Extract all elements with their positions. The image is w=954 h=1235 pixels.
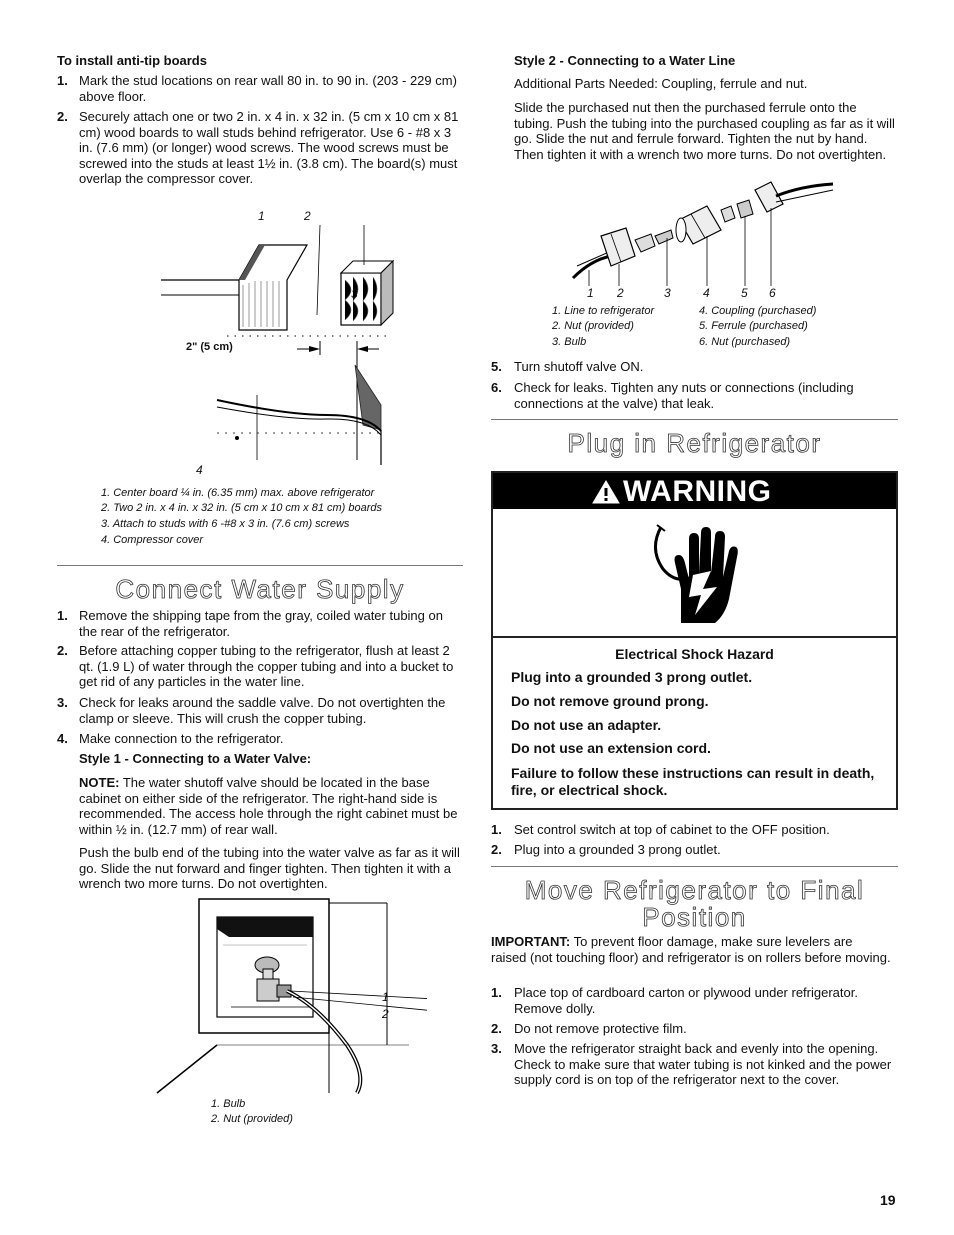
fig3-callout-2: 2 [617, 286, 624, 300]
fig3-caption-1: 1. Line to refrigerator [552, 305, 655, 317]
fig3-caption-6: 6. Nut (purchased) [699, 336, 791, 348]
fig2-callout-2: 2 [382, 1007, 389, 1021]
warning-line-1: Plug into a grounded 3 prong outlet. [511, 669, 753, 685]
electric-shock-icon [651, 519, 741, 629]
fig1-callout-4: 4 [196, 463, 203, 477]
fig1-callout-1: 1 [258, 209, 265, 223]
line-step-6: 6. Check for leaks. Tighten any nuts or connections (including connections at the valve) that leak. [491, 380, 854, 411]
shock-icon-area [493, 509, 896, 638]
antitip-step-1: 1. Mark the stud locations on rear wall 80 in. to 90 in. (203 - 229 cm) above floor. [57, 73, 457, 104]
line-step-5: 5. Turn shutoff valve ON. [491, 359, 644, 374]
additional-parts: Additional Parts Needed: Coupling, ferrule and nut. [514, 76, 808, 91]
warning-hazard-title: Electrical Shock Hazard [615, 646, 774, 662]
plug-in-heading: Plug in Refrigerator [567, 428, 822, 458]
warning-line-3: Do not use an adapter. [511, 717, 662, 733]
fig1-caption-3: 3. Attach to studs with 6 -#8 x 3 in. (7.6 cm) screws [101, 518, 350, 530]
style2-title: Style 2 - Connecting to a Water Line [514, 53, 736, 68]
important-paragraph: IMPORTANT: To prevent floor damage, make sure levelers are raised (not touching floor) and refrigerator is on rollers before moving. [491, 934, 891, 965]
warning-banner [493, 473, 896, 509]
connect-step-2: 2. Before attaching copper tubing to the refrigerator, flush at least 2 qt. (1.9 L) of water through the copper tubing and into a bucket to get rid of any particles in the water line. [57, 643, 454, 689]
move-step-1: 1. Place top of cardboard carton or plywood under refrigerator. Remove dolly. [491, 985, 858, 1016]
fig3-caption-3: 3. Bulb [552, 336, 587, 348]
connect-water-heading: Connect Water Supply [115, 574, 405, 604]
plug-step-2: 2. Plug into a grounded 3 prong outlet. [491, 842, 721, 857]
water-line-diagram [571, 178, 841, 288]
plug-step-1: 1. Set control switch at top of cabinet to the OFF position. [491, 822, 830, 837]
fig3-callout-5: 5 [741, 286, 748, 300]
fig2-callout-1: 1 [382, 990, 389, 1004]
fig3-callout-1: 1 [587, 286, 594, 300]
divider [491, 866, 898, 867]
fig3-callout-3: 3 [664, 286, 671, 300]
connect-step-4: 4. Make connection to the refrigerator. [57, 731, 284, 746]
note-paragraph: NOTE: The water shutoff valve should be located in the base cabinet on either side of the refrigerator. The right-hand side is recommended. The access hole through the right cabinet must be within ½ in. (12.7 mm) of rear wall. [79, 775, 458, 837]
fig1-caption-4: 4. Compressor cover [101, 534, 204, 546]
page-number: 19 [880, 1192, 896, 1208]
move-refrigerator-heading: Move Refrigerator to Final Position [524, 875, 865, 932]
push-paragraph: Push the bulb end of the tubing into the water valve as far as it will go. Slide the nut forward and finger tighten. Then tighten it with a wrench two more turns. Do not overtighten. [79, 845, 460, 891]
slide-paragraph: Slide the purchased nut then the purchased ferrule onto the tubing. Push the tubing into the purchased coupling as far as it will go. Slide the nut and ferrule forward. Tighten the nut by hand. Then tighten it with a wrench two more turns. Do not overtighten. [514, 100, 895, 162]
warning-line-2: Do not remove ground prong. [511, 693, 709, 709]
fig3-caption-2: 2. Nut (provided) [552, 320, 634, 332]
style1-title: Style 1 - Connecting to a Water Valve: [79, 751, 312, 766]
fig2-caption-2: 2. Nut (provided) [211, 1113, 293, 1125]
fig3-caption-4: 4. Coupling (purchased) [699, 305, 817, 317]
warning-triangle-icon [591, 479, 621, 505]
fig3-callout-6: 6 [769, 286, 776, 300]
divider [491, 419, 898, 420]
warning-line-4: Do not use an extension cord. [511, 740, 711, 756]
fig1-callout-3: 3 [351, 287, 358, 301]
connect-step-3: 3. Check for leaks around the saddle valve. Do not overtighten the clamp or sleeve. This will crush the copper tubing. [57, 695, 446, 726]
fig1-caption-2: 2. Two 2 in. x 4 in. x 32 in. (5 cm x 10 cm x 81 cm) boards [101, 502, 383, 514]
warning-title: WARNING [623, 475, 772, 508]
move-step-2: 2. Do not remove protective film. [491, 1021, 687, 1036]
fig1-callout-2: 2 [304, 209, 311, 223]
connect-step-1: 1. Remove the shipping tape from the gray, coiled water tubing on the rear of the refrigerator. [57, 608, 443, 639]
warning-box [491, 471, 898, 810]
fig3-caption-5: 5. Ferrule (purchased) [699, 320, 808, 332]
move-step-3: 3. Move the refrigerator straight back and evenly into the opening. Check to make sure that water tubing is not kinked and the power supply cord is on top of the refrigerator next to the cover. [491, 1041, 892, 1087]
fig3-callout-4: 4 [703, 286, 710, 300]
fig2-caption-1: 1. Bulb [211, 1098, 246, 1110]
fig1-dimension: 2" (5 cm) [186, 341, 233, 353]
antitip-step-2: 2. Securely attach one or two 2 in. x 4 in. x 32 in. (5 cm x 10 cm x 81 cm) wood boards to wall studs behind refrigerator. Use 6 - #8 x 3 in. (7.6 mm) (or longer) wood screws. The wood screws must be screwed into the studs at least 1½ in. (3.8 cm). The board(s) must overlap the compressor cover. [57, 109, 459, 186]
antitip-title: To install anti-tip boards [57, 53, 207, 68]
fig1-caption-1: 1. Center board ¼ in. (6.35 mm) max. above refrigerator [101, 487, 375, 499]
divider [57, 565, 463, 566]
warning-line-5: Failure to follow these instructions can result in death, fire, or electrical shock. [511, 765, 875, 798]
